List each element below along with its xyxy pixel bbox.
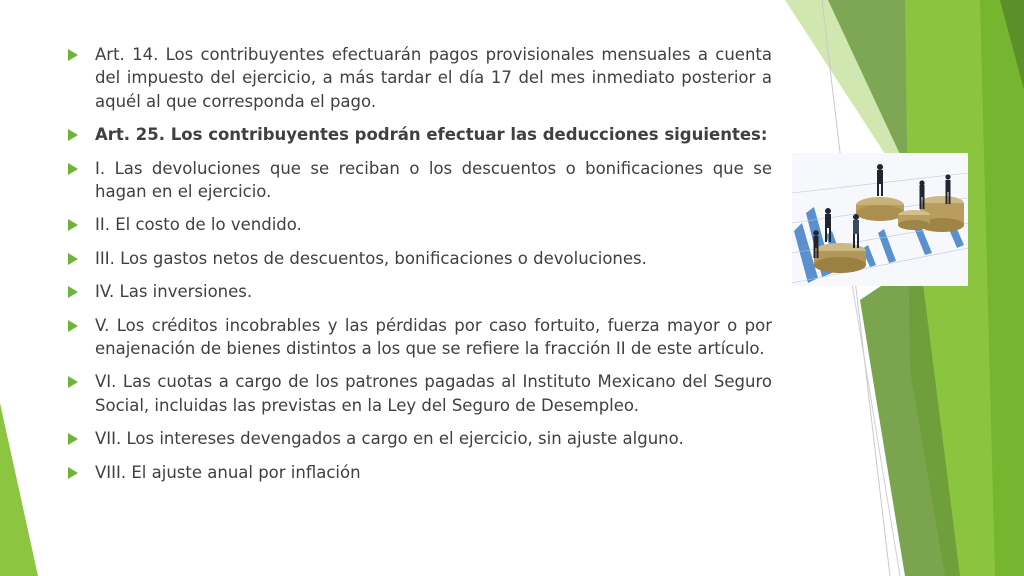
bullet-item — [66, 247, 772, 270]
bullet-item — [66, 157, 772, 204]
bullet-text: V. Los créditos incobrables y las pérdidas por caso fortuito, fuerza mayor o por enajenación de bienes distintos a los que se refiere la fracción II de este artículo. — [95, 315, 772, 359]
bullet-arrow-icon — [68, 219, 78, 231]
bullet-text: III. Los gastos netos de descuentos, bonificaciones o devoluciones. — [95, 248, 647, 268]
bullet-arrow-icon — [68, 49, 78, 61]
bullet-item — [66, 370, 772, 417]
bullet-text: II. El costo de lo vendido. — [95, 215, 302, 235]
bullet-arrow-icon — [68, 163, 78, 175]
left-corner-facet — [0, 403, 38, 576]
bullet-list — [66, 43, 772, 494]
bullet-text: I. Las devoluciones que se reciban o los descuentos o bonificaciones que se hagan en el ejercicio. — [95, 158, 772, 202]
bullet-arrow-icon — [68, 433, 78, 445]
bullet-item — [66, 280, 772, 303]
bullet-item — [66, 314, 772, 361]
bullet-text: Art. 14. Los contribuyentes efectuarán pagos provisionales mensuales a cuenta del impuesto del ejercicio, a más tardar el día 17 del mes inmediato posterior a aquél al que corresponda el pago. — [95, 45, 772, 111]
bullet-arrow-icon — [68, 320, 78, 332]
bullet-arrow-icon — [68, 129, 78, 141]
bullet-arrow-icon — [68, 253, 78, 265]
bullet-arrow-icon — [68, 376, 78, 388]
bullet-item — [66, 213, 772, 236]
bullet-text: Art. 25. Los contribuyentes podrán efectuar las deducciones siguientes: — [95, 125, 768, 145]
bullet-text: VIII. El ajuste anual por inflación — [95, 462, 361, 482]
bullet-item — [66, 427, 772, 450]
bullet-item — [66, 123, 772, 146]
bullet-arrow-icon — [68, 286, 78, 298]
bullet-arrow-icon — [68, 467, 78, 479]
businessmen-on-coins-illustration — [792, 153, 968, 286]
bullet-text: VII. Los intereses devengados a cargo en el ejercicio, sin ajuste alguno. — [95, 429, 684, 449]
bullet-text: VI. Las cuotas a cargo de los patrones pagadas al Instituto Mexicano del Seguro Social, incluidas las previstas en la Ley del Seguro de Desempleo. — [95, 372, 772, 415]
bullet-text: IV. Las inversiones. — [95, 282, 253, 302]
bullet-item — [66, 43, 772, 113]
bullet-item — [66, 461, 772, 484]
